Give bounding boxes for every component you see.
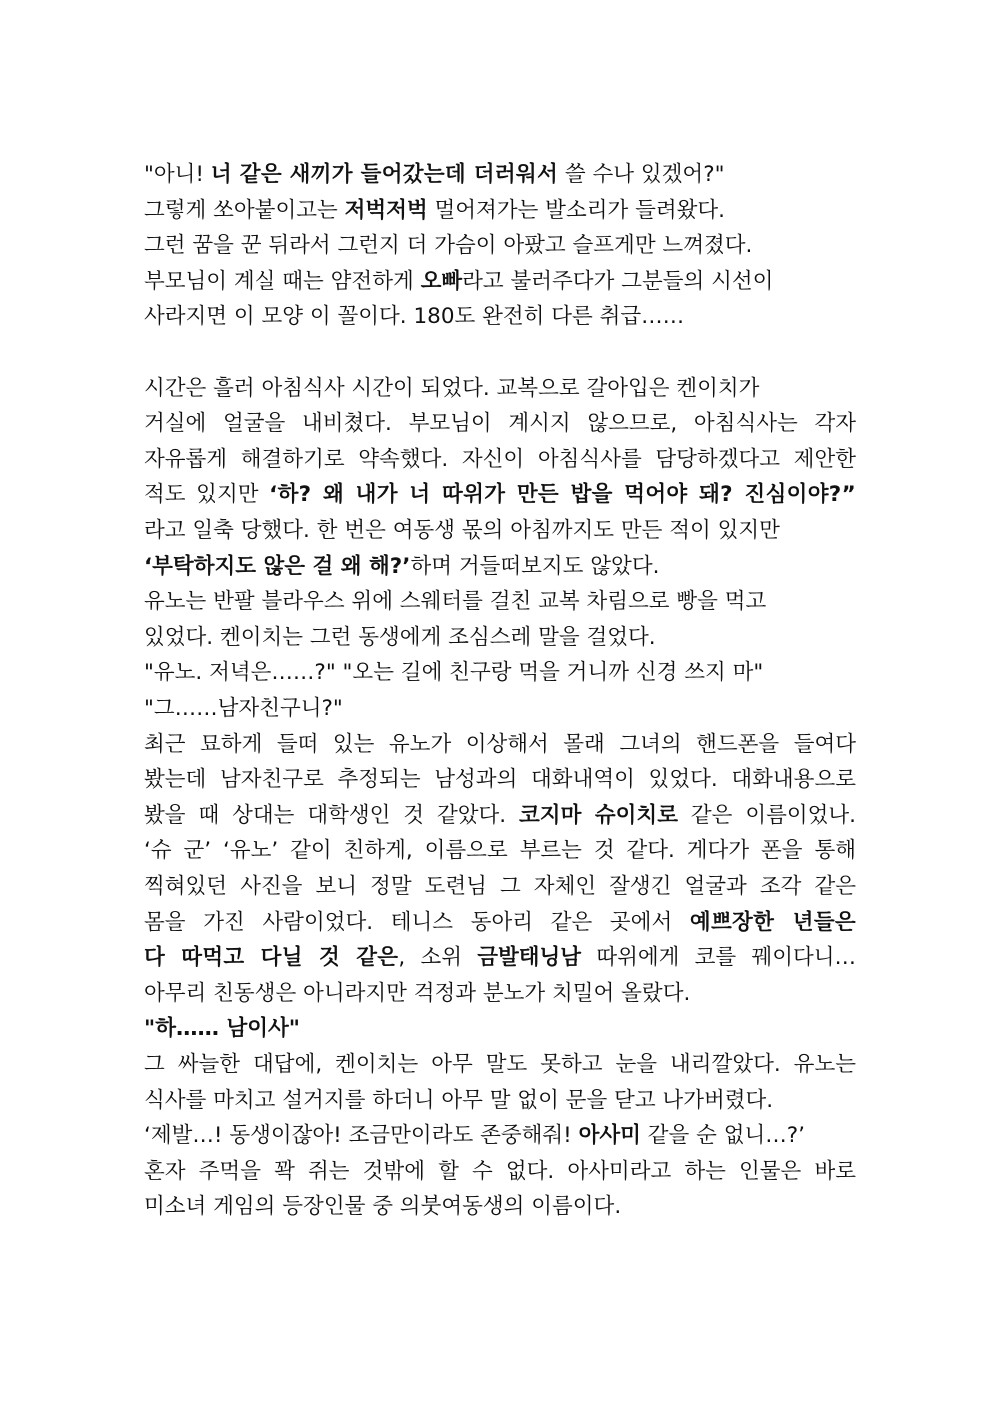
emphasis-text: "하…… 남이사" xyxy=(144,1016,300,1042)
body-text: "그……남자친구니?" xyxy=(144,696,343,721)
body-text: 있었다. 켄이치는 그런 동생에게 조심스레 말을 걸었다. xyxy=(144,624,656,650)
text-line xyxy=(144,265,856,299)
body-text: 따위에게 코를 꿰이다니… xyxy=(581,945,856,971)
emphasis-text: 금발태닝남 xyxy=(477,945,582,971)
text-line xyxy=(144,194,856,228)
body-text: ‘제발…! 동생이잖아! 조금만이라도 존중해줘! xyxy=(144,1123,579,1149)
body-text: , 소위 xyxy=(398,945,478,971)
body-text: 라고 불러주다가 그분들의 시선이 xyxy=(462,268,774,294)
body-text: 최근 묘하게 들떠 있는 유노가 이상해서 몰래 그녀의 핸드폰을 들여다 xyxy=(144,731,856,757)
text-line xyxy=(144,372,856,406)
text-line xyxy=(144,1084,856,1118)
body-text: 그 싸늘한 대답에, 켄이치는 아무 말도 못하고 눈을 내리깔았다. 유노는 xyxy=(144,1052,856,1077)
text-line xyxy=(144,977,856,1011)
text-line xyxy=(144,443,856,477)
text-line xyxy=(144,728,856,762)
body-text: "아니! xyxy=(144,162,211,187)
text-line xyxy=(144,407,856,441)
body-text: 라고 일축 당했다. 한 번은 여동생 몫의 아침까지도 만든 적이 있지만 xyxy=(144,518,780,543)
text-line xyxy=(144,656,856,690)
body-text: 쓸 수나 있겠어?" xyxy=(558,162,725,187)
body-text: 부모님이 계실 때는 얌전하게 xyxy=(144,268,421,294)
body-text: 혼자 주먹을 꽉 쥐는 것밖에 할 수 없다. 아사미라고 하는 인물은 바로 xyxy=(144,1158,856,1184)
body-text: 찍혀있던 사진을 보니 정말 도련님 그 자체인 잘생긴 얼굴과 조각 같은 xyxy=(144,874,856,899)
body-text: 멀어져가는 발소리가 들려왔다. xyxy=(427,197,726,223)
body-text: 식사를 마치고 설거지를 하더니 아무 말 없이 문을 닫고 나가버렸다. xyxy=(144,1087,774,1113)
text-line xyxy=(144,478,856,512)
body-text: 그런 꿈을 꾼 뒤라서 그런지 더 가슴이 아팠고 슬프게만 느껴졌다. xyxy=(144,233,753,259)
body-text: 같을 순 없니…?’ xyxy=(640,1123,806,1149)
emphasis-text: 코지마 슈이치로 xyxy=(519,802,678,828)
emphasis-text: ‘하? 왜 내가 너 따위가 만든 밥을 먹어야 돼? 진심이야?” xyxy=(269,482,856,508)
text-line xyxy=(144,300,856,334)
body-text: 시간은 흘러 아침식사 시간이 되었다. 교복으로 갈아입은 켄이치가 xyxy=(144,375,760,401)
text-line xyxy=(144,941,856,975)
text-line xyxy=(144,1119,856,1153)
body-text: 하며 거들떠보지도 않았다. xyxy=(410,553,660,579)
text-line xyxy=(144,621,856,655)
body-text: "유노. 저녁은……?" "오는 길에 친구랑 먹을 거니까 신경 쓰지 마" xyxy=(144,660,764,686)
body-text: 봤는데 남자친구로 추정되는 남성과의 대화내역이 있었다. 대화내용으로 xyxy=(144,767,856,793)
blank-line xyxy=(144,336,856,370)
text-line xyxy=(144,229,856,263)
body-text: 같은 이름이었나. xyxy=(677,802,856,828)
text-line xyxy=(144,1155,856,1189)
emphasis-text: 다 따먹고 다닐 것 같은 xyxy=(144,945,399,971)
emphasis-text: 예쁘장한 년들은 xyxy=(689,909,856,935)
body-text: 미소녀 게임의 등장인물 중 의붓여동생의 이름이다. xyxy=(144,1194,622,1220)
body-text: 자유롭게 해결하기로 약속했다. 자신이 아침식사를 담당하겠다고 제안한 xyxy=(144,446,856,472)
emphasis-text: 아사미 xyxy=(578,1123,641,1149)
body-text: ‘슈 군’ ‘유노’ 같이 친하게, 이름으로 부르는 것 같다. 게다가 폰을 통해 xyxy=(144,838,856,864)
emphasis-text: 너 같은 새끼가 들어갔는데 더러워서 xyxy=(210,162,559,187)
text-line xyxy=(144,158,856,192)
body-text: 사라지면 이 모양 이 꼴이다. 180도 완전히 다른 취급…… xyxy=(144,304,685,330)
body-text: 거실에 얼굴을 내비쳤다. 부모님이 계시지 않으므로, 아침식사는 각자 xyxy=(144,411,856,437)
emphasis-text: 저벅저벅 xyxy=(344,197,428,223)
text-line xyxy=(144,763,856,797)
text-line xyxy=(144,550,856,584)
emphasis-text: ‘부탁하지도 않은 걸 왜 해?’ xyxy=(144,553,411,579)
text-line xyxy=(144,514,856,548)
body-text: 아무리 친동생은 아니라지만 걱정과 분노가 치밀어 올랐다. xyxy=(144,980,691,1006)
text-line xyxy=(144,585,856,619)
emphasis-text: 오빠 xyxy=(420,268,463,294)
body-text: 몸을 가진 사람이었다. 테니스 동아리 같은 곳에서 xyxy=(144,909,690,935)
text-line xyxy=(144,799,856,833)
body-text: 그렇게 쏘아붙이고는 xyxy=(144,197,345,223)
text-line xyxy=(144,1012,856,1046)
text-line xyxy=(144,1190,856,1224)
text-line xyxy=(144,870,856,904)
text-line xyxy=(144,1048,856,1082)
body-text: 적도 있지만 xyxy=(144,482,270,508)
body-text: 유노는 반팔 블라우스 위에 스웨터를 걸친 교복 차림으로 빵을 먹고 xyxy=(144,589,767,615)
text-line xyxy=(144,834,856,868)
text-line xyxy=(144,692,856,726)
text-line xyxy=(144,906,856,940)
body-text: 봤을 때 상대는 대학생인 것 같았다. xyxy=(144,802,520,828)
